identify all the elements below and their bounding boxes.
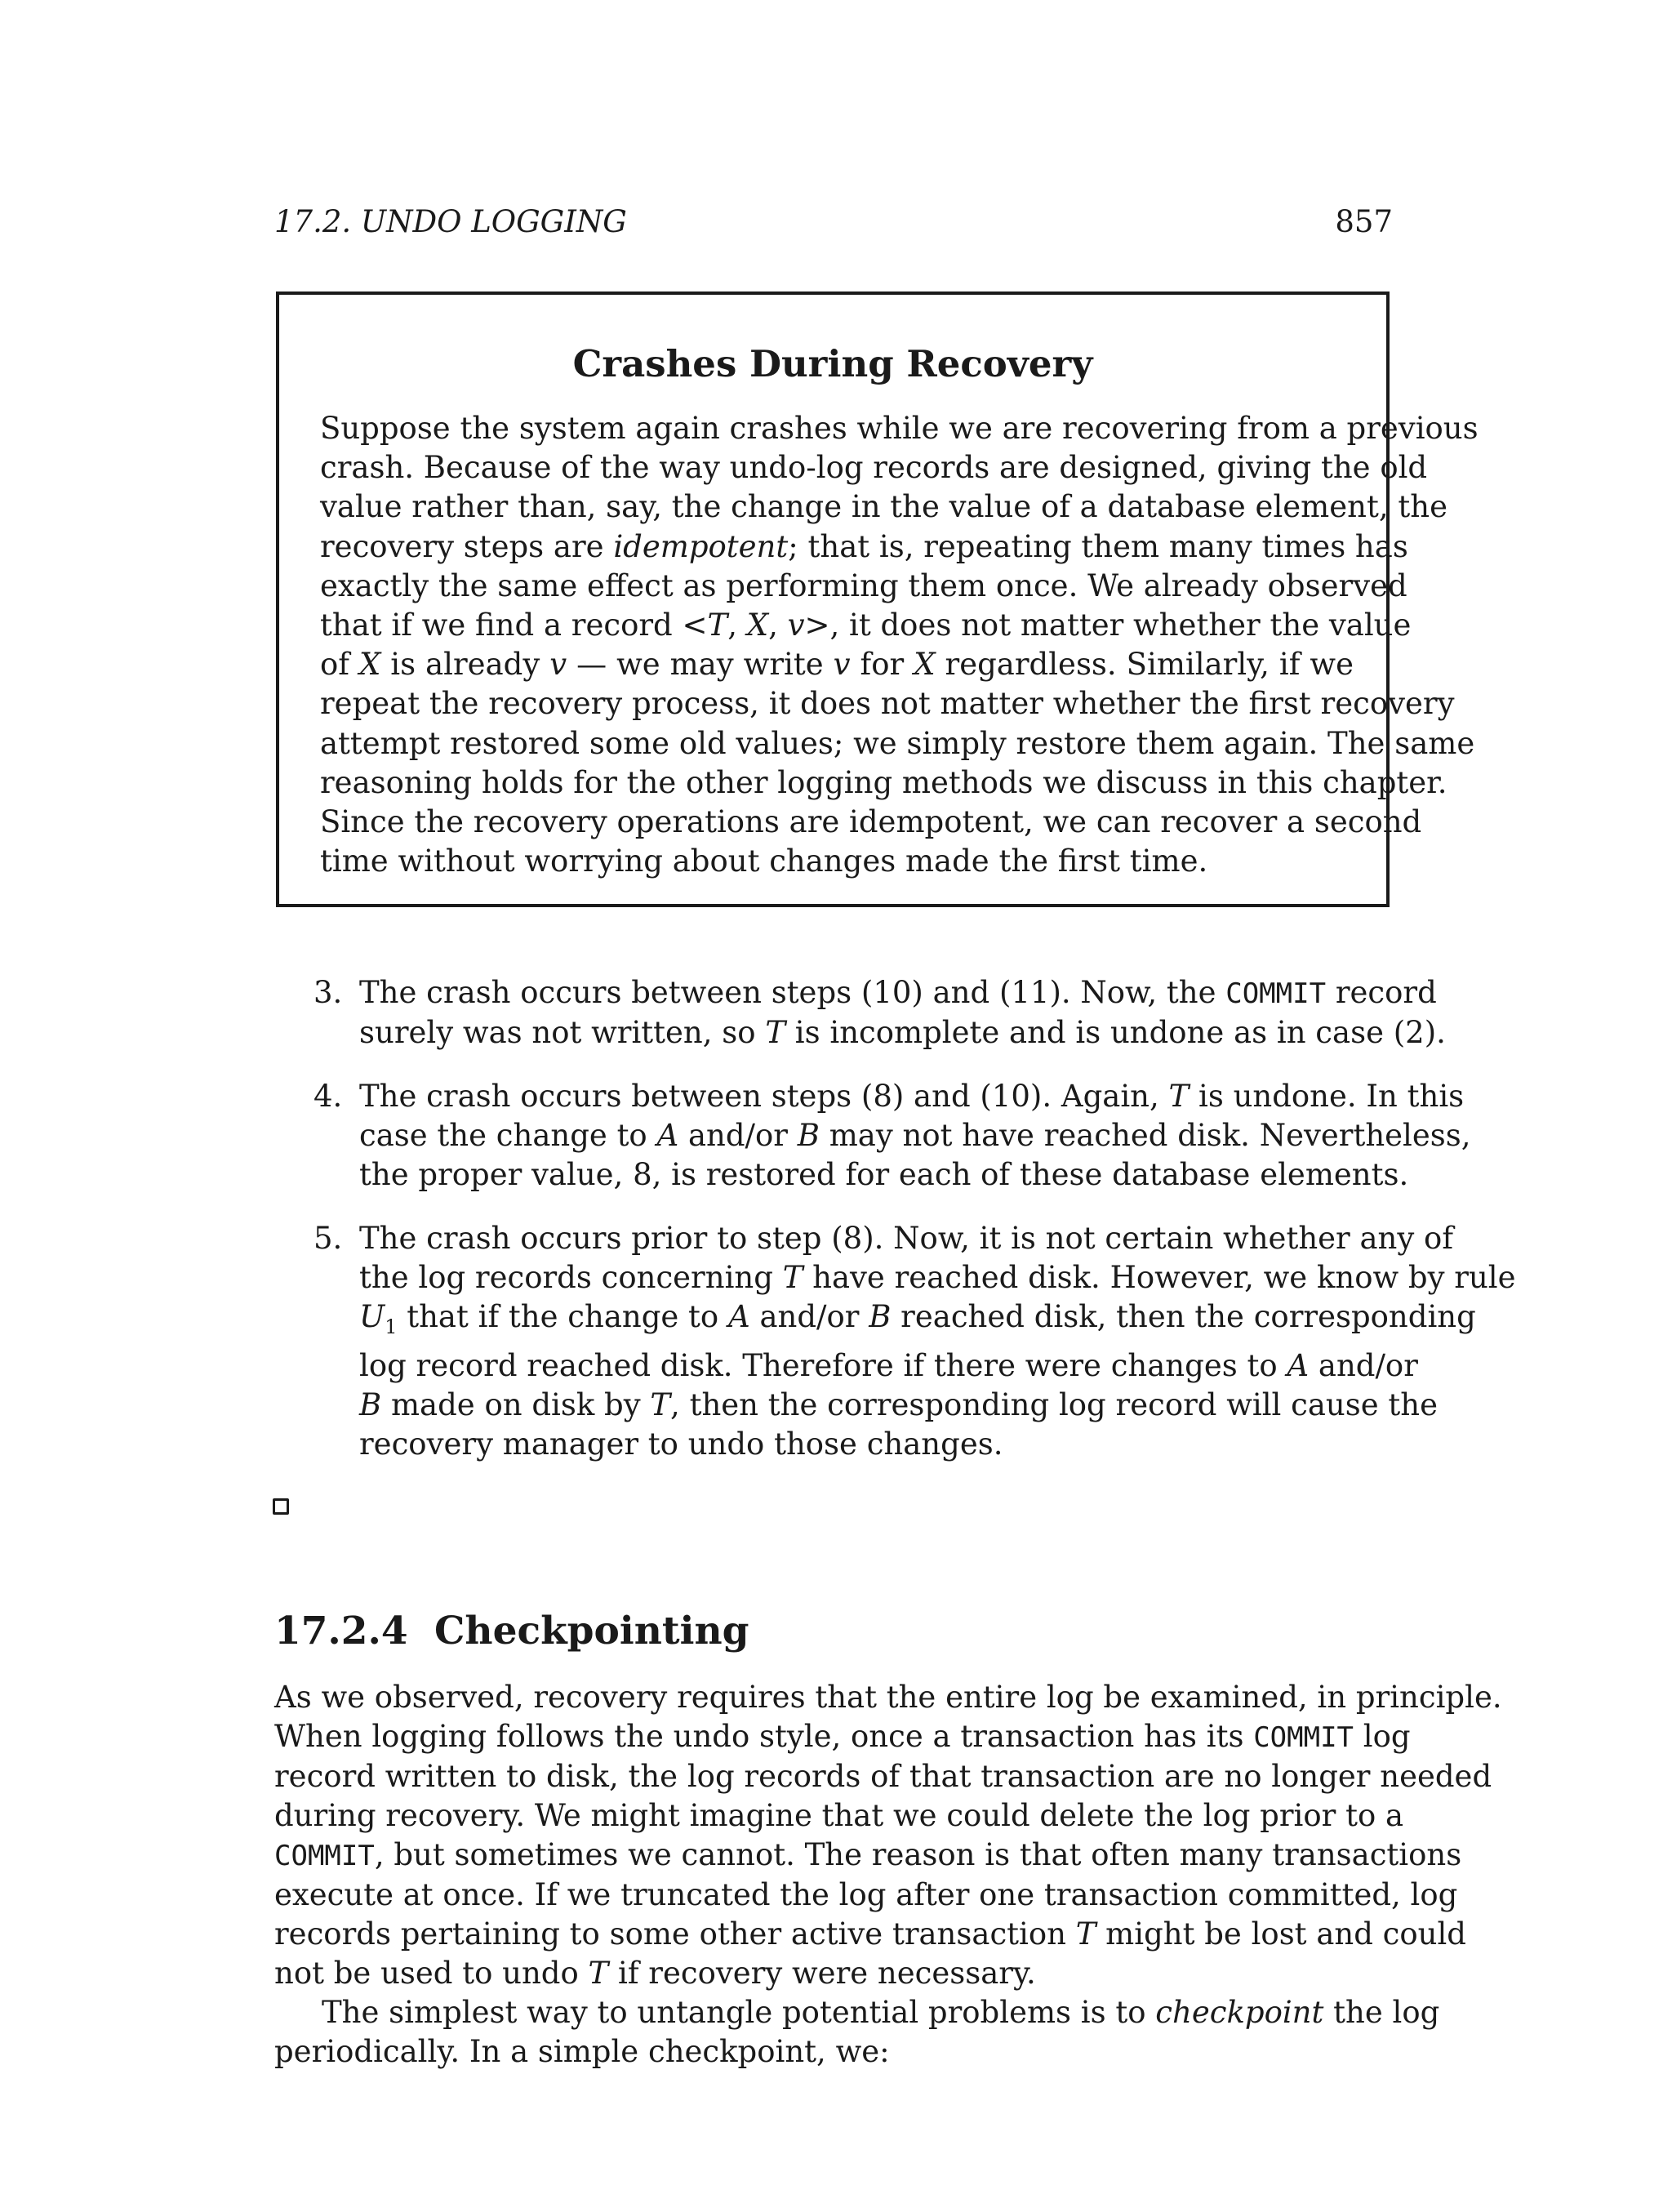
text-line: the log records concerning T have reached disk. However, we know by rule [359, 1260, 1516, 1295]
list-item [314, 1219, 1516, 1464]
page-number: 857 [1335, 204, 1393, 239]
text-line: execute at once. If we truncated the log after one transaction committed, log [274, 1877, 1458, 1912]
section-body [274, 1678, 1502, 2072]
sidebar-body [320, 409, 1479, 881]
section-title: Checkpointing [434, 1609, 749, 1653]
text-line: that if we find a record <T, X, v>, it does not matter whether the value [320, 608, 1412, 643]
text-line: crash. Because of the way undo-log records are designed, giving the old [320, 450, 1428, 486]
text-line: value rather than, say, the change in the value of a database element, the [320, 489, 1447, 525]
text-line: When logging follows the undo style, once a transaction has its COMMIT log [274, 1719, 1411, 1754]
text-line: case the change to A and/or B may not have reached disk. Nevertheless, [359, 1118, 1471, 1153]
text-line: the proper value, 8, is restored for each of these database elements. [359, 1157, 1409, 1192]
case-number: 5. [314, 1221, 343, 1256]
text-line: recovery steps are idempotent; that is, repeating them many times has [320, 528, 1408, 564]
list-item [314, 1077, 1471, 1195]
text-line: The simplest way to untangle potential problems is to checkpoint the log [322, 1995, 1440, 2030]
text-line: repeat the recovery process, it does not matter whether the first recovery [320, 686, 1455, 722]
list-item [314, 973, 1446, 1053]
text-line: $U_1$ that if the change to A and/or B reached disk, then the corresponding [359, 1299, 1476, 1338]
text-line: not be used to undo T if recovery were necessary. [274, 1956, 1036, 1991]
text-line: The crash occurs prior to step (8). Now, it is not certain whether any of [359, 1221, 1454, 1256]
paragraph [274, 1993, 1440, 2072]
text-line: COMMIT, but sometimes we cannot. The reason is that often many transactions [274, 1837, 1462, 1872]
text-line: log record reached disk. Therefore if there were changes to A and/or [359, 1348, 1418, 1383]
text-line: The crash occurs between steps (8) and (10). Again, T is undone. In this [359, 1079, 1465, 1114]
section-heading [274, 1607, 749, 1656]
text-line: during recovery. We might imagine that we could delete the log prior to a [274, 1798, 1404, 1833]
sidebar-box-crashes-during-recovery [276, 292, 1479, 907]
text-line: B made on disk by T, then the corresponding log record will cause the [359, 1387, 1439, 1422]
text-line: Since the recovery operations are idempotent, we can recover a second [320, 804, 1422, 840]
section-number: 17.2.4 [274, 1609, 408, 1653]
case-number: 3. [314, 975, 343, 1010]
text-line: exactly the same effect as performing them once. We already observed [320, 567, 1407, 603]
sidebar-title: Crashes During Recovery [572, 342, 1093, 385]
text-line: recovery manager to undo those changes. [359, 1426, 1003, 1462]
end-of-example-icon [273, 1498, 289, 1515]
case-text [359, 1219, 1516, 1464]
case-text [359, 973, 1446, 1053]
text-line: reasoning holds for the other logging methods we discuss in this chapter. [320, 764, 1447, 800]
case-list [314, 973, 1516, 1489]
case-text [359, 1077, 1471, 1195]
text-line: periodically. In a simple checkpoint, we: [274, 2034, 890, 2069]
text-line: records pertaining to some other active transaction T might be lost and could [274, 1916, 1466, 1952]
text-line: As we observed, recovery requires that the entire log be examined, in principle. [274, 1680, 1502, 1715]
text-line: The crash occurs between steps (10) and (11). Now, the COMMIT record [359, 975, 1437, 1010]
paragraph [274, 1678, 1502, 1993]
text-line: Suppose the system again crashes while we are recovering from a previous [320, 411, 1479, 446]
text-line: surely was not written, so T is incomplete and is undone as in case (2). [359, 1015, 1446, 1050]
text-line: of X is already v — we may write v for X regardless. Similarly, if we [320, 647, 1354, 683]
text-line: record written to disk, the log records of that transaction are no longer needed [274, 1759, 1492, 1794]
running-header [274, 202, 1393, 243]
header-section-title: 17.2. UNDO LOGGING [274, 204, 627, 239]
text-line: time without worrying about changes made the first time. [320, 843, 1208, 879]
text-line: attempt restored some old values; we simply restore them again. The same [320, 725, 1475, 761]
case-number: 4. [314, 1079, 343, 1114]
